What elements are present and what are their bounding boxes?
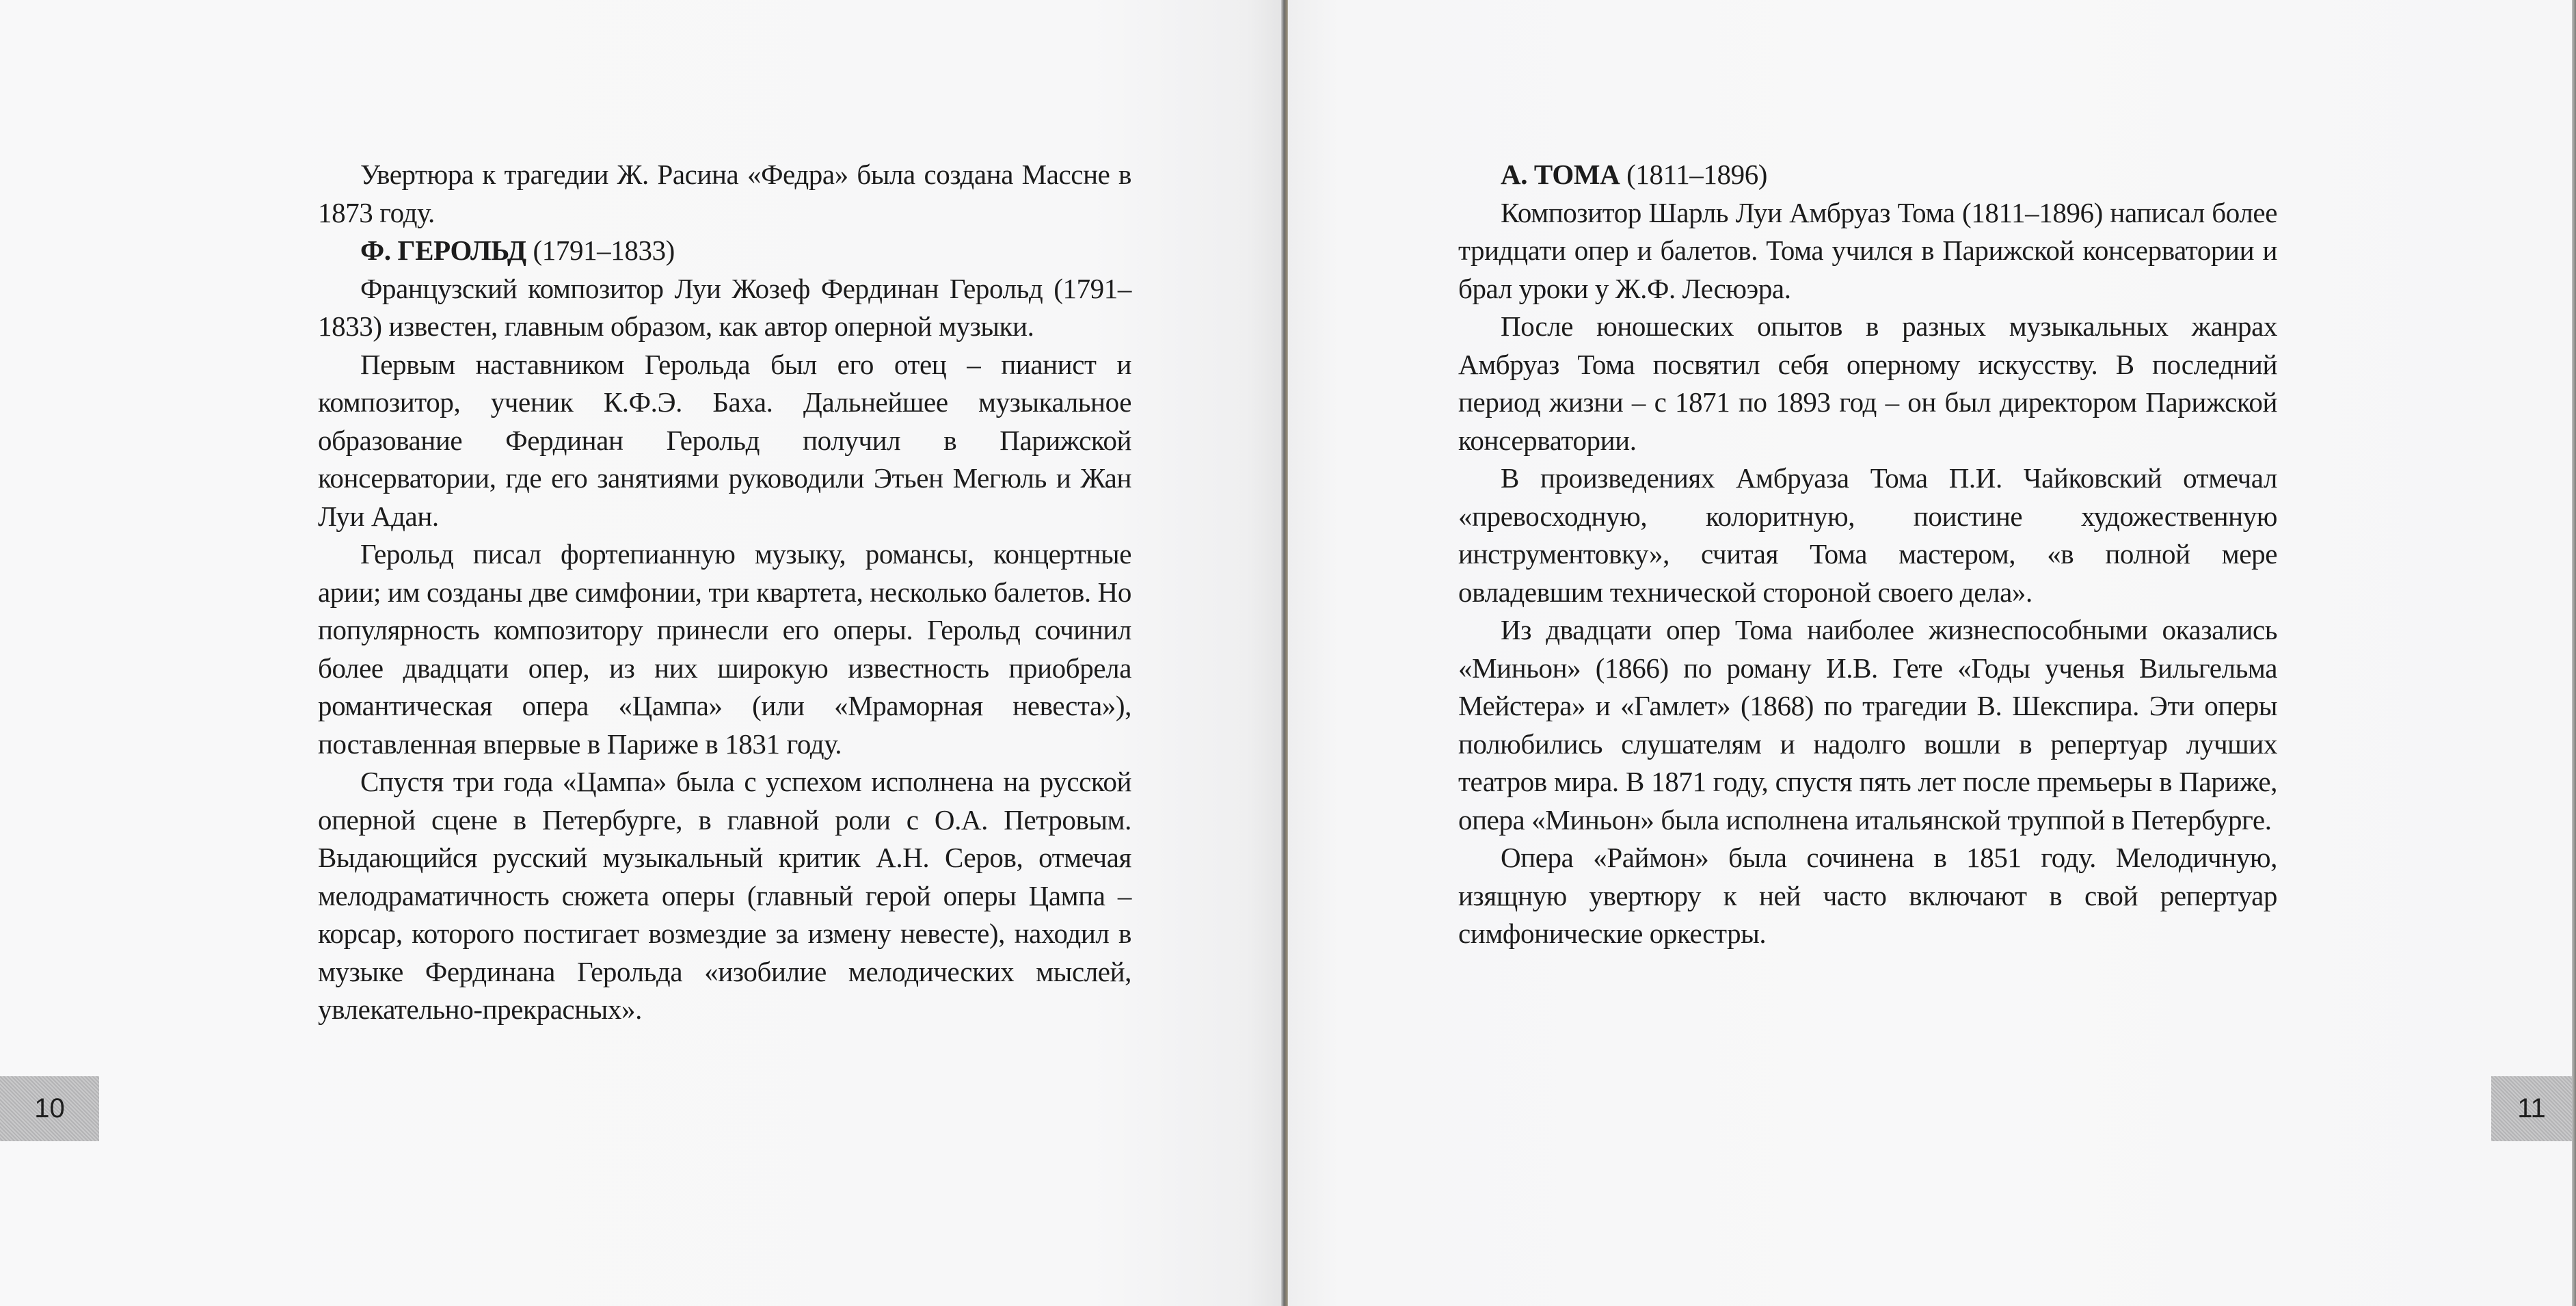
page-number-tab <box>2491 1076 2572 1141</box>
paragraph: Спустя три года «Цампа» была с успехом исполнена на русской оперной сцене в Петербурге, в главной роли с О.А. Петровым. Выдающийся русский музыкальный критик А.Н. Серов, отмечая мелодраматичность сюжета оперы (главный герой оперы Цампа – корсар, которого постигает возмездие за измену невесте), находил в музыке Фердинана Герольда «изобилие мелодических мыслей, увлекательно-прекрасных». <box>318 766 1131 1025</box>
paragraph: В произведениях Амбруаза Тома П.И. Чайковский отмечал «превосходную, колоритную, поистине художественную инструментовку», считая Тома мастером, «в полной мере овладевшим технической стороной своего дела». <box>1458 462 2277 608</box>
left-page <box>0 0 1285 1306</box>
paragraph: Первым наставником Герольда был его отец – пианист и композитор, ученик К.Ф.Э. Баха. Дальнейшее музыкальное образование Фердинан Герольд получил в Парижской консерватории, где его занятиями руководили Этьен Мегюль и Жан Луи Адан. <box>318 348 1131 532</box>
composer-name: Ф. ГЕРОЛЬД <box>360 235 526 266</box>
paragraph: Французский композитор Луи Жозеф Фердинан Герольд (1791–1833) известен, главным образом, как автор оперной музыки. <box>318 272 1131 342</box>
section-heading <box>1458 156 2277 194</box>
paragraph: Из двадцати опер Тома наиболее жизнеспособными оказались «Миньон» (1866) по роману И.В. Гете «Годы ученья Вильгельма Мейстера» и «Гамлет» (1868) по трагедии В. Шекспира. Эти оперы полюбились слушателям и надолго вошли в репертуар лучших театров мира. В 1871 году, спустя пять лет после премьеры в Париже, опера «Миньон» была исполнена итальянской труппой в Петербурге. <box>1458 614 2277 836</box>
right-page-text <box>1458 156 2277 953</box>
composer-dates: (1811–1896) <box>1620 159 1768 190</box>
page-edge <box>2572 0 2576 1306</box>
left-page-text <box>318 156 1131 1029</box>
paragraph: После юношеских опытов в разных музыкальных жанрах Амбруаз Тома посвятил себя оперному искусству. В последний период жизни – с 1871 по 1893 год – он был директором Парижской консерватории. <box>1458 310 2277 456</box>
right-page <box>1288 0 2572 1306</box>
page-number: 11 <box>2517 1093 2546 1123</box>
page-number: 10 <box>34 1093 65 1123</box>
composer-name: А. ТОМА <box>1501 159 1620 190</box>
paragraph: Опера «Раймон» была сочинена в 1851 году. Мелодичную, изящную увертюру к ней часто включают в свой репертуар симфонические оркестры. <box>1458 842 2277 949</box>
page-number-tab <box>0 1076 99 1141</box>
paragraph: Увертюра к трагедии Ж. Расина «Федра» была создана Массне в 1873 году. <box>318 159 1131 228</box>
section-heading <box>318 232 1131 270</box>
composer-dates: (1791–1833) <box>526 235 675 266</box>
paragraph: Композитор Шарль Луи Амбруаз Тома (1811–1896) написал более тридцати опер и балетов. Тома учился в Парижской консерватории и брал уроки у Ж.Ф. Лесюэра. <box>1458 196 2277 304</box>
paragraph: Герольд писал фортепианную музыку, романсы, концертные арии; им созданы две симфонии, три квартета, несколько балетов. Но популярность композитору принесли его оперы. Герольд сочинил более двадцати опер, из них широкую известность приобрела романтическая опера «Цампа» (или «Мраморная невеста»), поставленная впервые в Париже в 1831 году. <box>318 538 1131 760</box>
